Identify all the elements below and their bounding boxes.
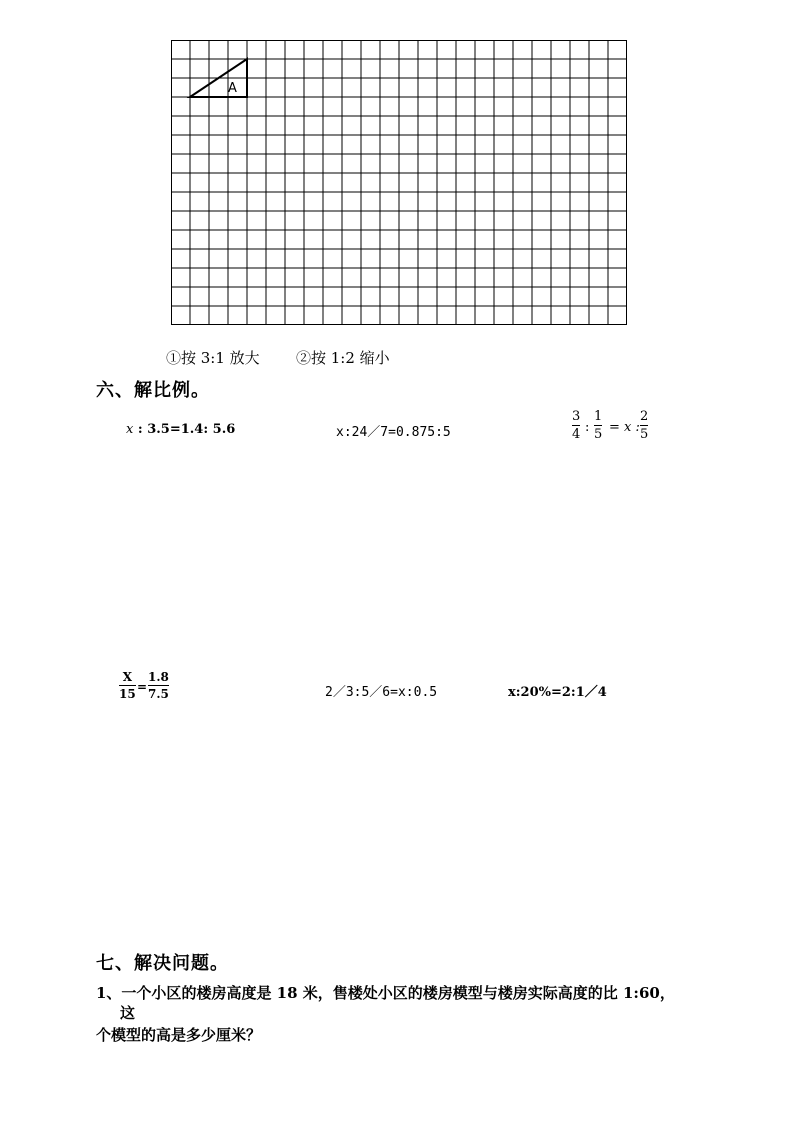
grid-lines — [171, 40, 627, 325]
proportion-eq-3 — [572, 410, 662, 450]
grid-diagram — [171, 40, 627, 325]
eq3-sep: : — [585, 420, 590, 435]
problem-1-line-2: 这 — [120, 1004, 136, 1022]
eq4-l-den: 15 — [119, 687, 136, 701]
problem-1-line-1: 1、一个小区的楼房高度是 18 米，售楼处小区的楼房模型与楼房实际高度的比 1:60， — [96, 984, 675, 1002]
triangle-label: A — [228, 81, 237, 96]
proportion-eq-6: x:20%=2:1／4 — [508, 685, 607, 700]
eq3-a-num: 3 — [572, 409, 581, 424]
proportion-eq-4 — [119, 671, 179, 711]
eq4-r-den: 7.5 — [148, 687, 169, 701]
scale-instruction-1: ①按 3:1 放大 — [166, 349, 260, 367]
eq4-r-num: 1.8 — [148, 670, 169, 684]
eq3-c-num: 2 — [640, 409, 649, 424]
proportion-eq-2: x:24／7=0.875:5 — [336, 425, 451, 440]
problem-1-line-3: 个模型的高是多少厘米？ — [96, 1026, 262, 1044]
eq1-rest: : 3.5=1.4: 5.6 — [137, 422, 236, 437]
eq3-b-num: 1 — [594, 409, 603, 424]
section-6-heading: 六、解比例。 — [96, 380, 210, 401]
scale-instruction-2: ②按 1:2 缩小 — [296, 349, 390, 367]
section-7-heading: 七、解决问题。 — [96, 953, 229, 974]
eq3-mid: = x : — [609, 420, 640, 435]
proportion-eq-5: 2／3:5／6=x:0.5 — [325, 685, 438, 700]
proportion-eq-1 — [126, 422, 235, 437]
eq3-b-den: 5 — [594, 427, 603, 442]
eq1-var: x — [126, 422, 134, 437]
eq3-c-den: 5 — [640, 427, 649, 442]
eq3-a-den: 4 — [572, 427, 581, 442]
eq4-l-num: X — [122, 670, 132, 684]
eq4-eq: = — [137, 680, 148, 694]
